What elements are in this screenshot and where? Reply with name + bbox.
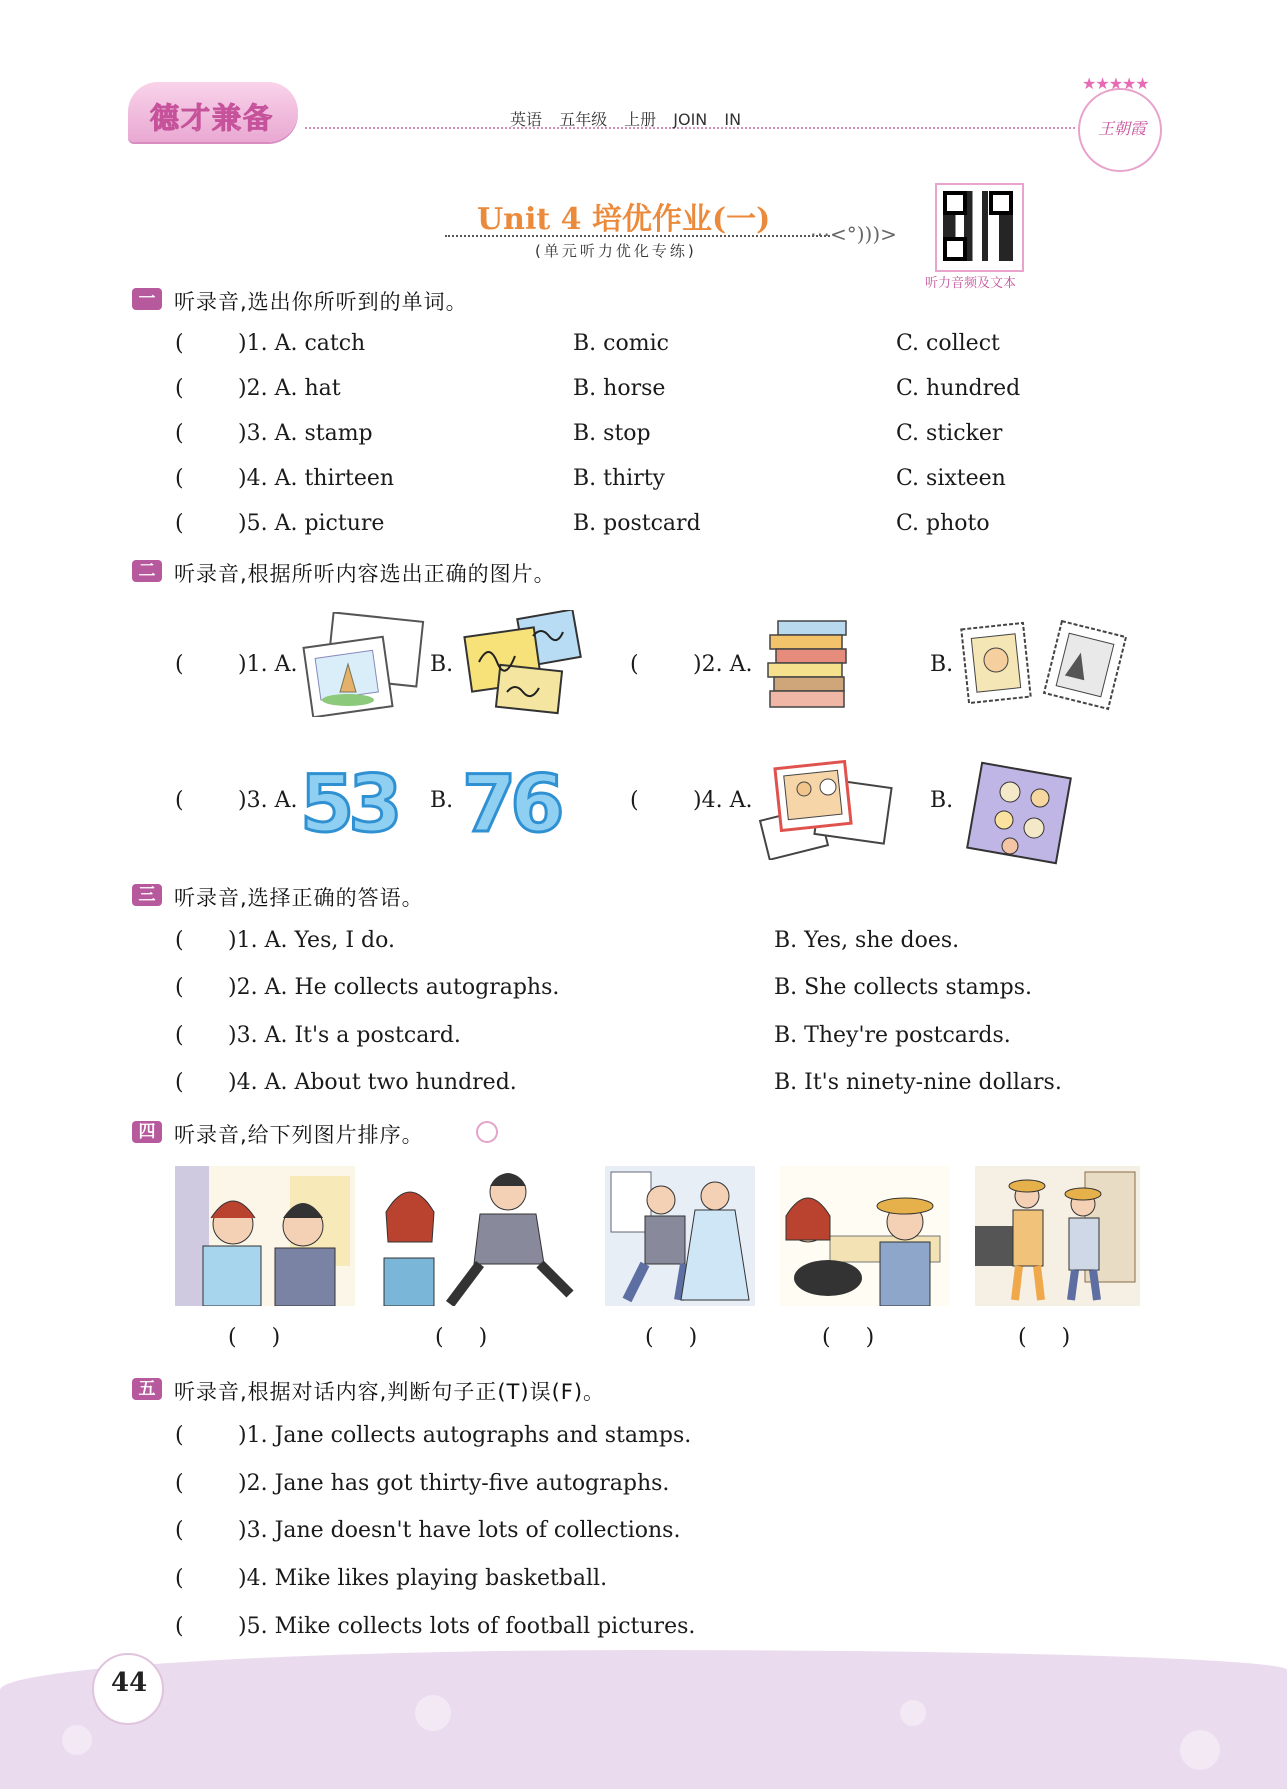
answer-blank[interactable]: ( xyxy=(630,788,639,813)
answer-blank[interactable]: ( xyxy=(175,788,184,813)
question-option-a: )1. A. catch xyxy=(238,331,366,356)
picture-option-label: B. xyxy=(930,788,954,813)
photos-picture xyxy=(758,755,898,860)
question-option-c: C. hundred xyxy=(896,376,1021,401)
answer-blank[interactable]: ( xyxy=(175,1471,184,1496)
picture-option-label: )4. A. xyxy=(693,788,753,813)
bubble-decoration xyxy=(900,1700,926,1726)
response-option-b: B. Yes, she does. xyxy=(774,928,960,953)
section-3-badge: 三 xyxy=(132,884,162,906)
header-subject-line: 英语 五年级 上册 JOIN IN xyxy=(510,110,742,129)
qr-corner-icon xyxy=(943,191,967,215)
statement-text: )4. Mike likes playing basketball. xyxy=(238,1566,608,1591)
section-2-title: 听录音,根据所听内容选出正确的图片。 xyxy=(174,562,556,586)
star-icon: ★★★★★ xyxy=(1082,74,1149,93)
stickers-picture xyxy=(960,758,1085,866)
question-option-a: )3. A. stamp xyxy=(238,421,373,446)
answer-blank[interactable]: ( xyxy=(175,1070,184,1095)
autographs-picture xyxy=(463,610,583,715)
response-option-a: )2. A. He collects autographs. xyxy=(228,975,560,1000)
answer-blank[interactable]: ( xyxy=(175,376,184,401)
response-option-a: )3. A. It's a postcard. xyxy=(228,1023,461,1048)
story-picture-2 xyxy=(380,1166,580,1306)
picture-option-label: B. xyxy=(430,788,454,813)
answer-blank[interactable]: ( xyxy=(175,652,184,677)
order-blank[interactable]: ( ) xyxy=(228,1325,281,1350)
bubble-decoration xyxy=(62,1725,92,1755)
answer-blank[interactable]: ( xyxy=(175,975,184,1000)
statement-text: )5. Mike collects lots of football pictures. xyxy=(238,1614,696,1639)
question-option-b: B. horse xyxy=(573,376,666,401)
answer-blank[interactable]: ( xyxy=(630,652,639,677)
question-option-b: B. stop xyxy=(573,421,651,446)
order-blank[interactable]: ( ) xyxy=(1018,1325,1071,1350)
response-option-b: B. They're postcards. xyxy=(774,1023,1011,1048)
page-title: Unit 4 培优作业(一) xyxy=(477,202,771,237)
section-1-badge: 一 xyxy=(132,288,162,310)
picture-option-label: )3. A. xyxy=(238,788,298,813)
answer-blank[interactable]: ( xyxy=(175,928,184,953)
question-option-c: C. sticker xyxy=(896,421,1003,446)
postcard-picture xyxy=(300,612,425,717)
question-option-b: B. postcard xyxy=(573,511,701,536)
response-option-a: )4. A. About two hundred. xyxy=(228,1070,517,1095)
books-picture xyxy=(758,613,858,713)
answer-blank[interactable]: ( xyxy=(175,511,184,536)
answer-blank[interactable]: ( xyxy=(175,1518,184,1543)
section-5-badge: 五 xyxy=(132,1378,162,1400)
number-53-picture: 53 xyxy=(300,760,397,850)
statement-text: )1. Jane collects autographs and stamps. xyxy=(238,1423,692,1448)
answer-blank[interactable]: ( xyxy=(175,331,184,356)
response-option-b: B. She collects stamps. xyxy=(774,975,1032,1000)
page-number: 44 xyxy=(111,1668,148,1698)
section-5-title: 听录音,根据对话内容,判断句子正(T)误(F)。 xyxy=(174,1380,606,1404)
section-2-badge: 二 xyxy=(132,560,162,582)
question-option-a: )5. A. picture xyxy=(238,511,385,536)
statement-text: )2. Jane has got thirty-five autographs. xyxy=(238,1471,670,1496)
order-blank[interactable]: ( ) xyxy=(822,1325,875,1350)
picture-option-label: B. xyxy=(430,652,454,677)
lightbulb-icon xyxy=(476,1121,498,1143)
seal-signature: 王朝霞 xyxy=(1098,119,1147,138)
response-option-b: B. It's ninety-nine dollars. xyxy=(774,1070,1062,1095)
picture-option-label: B. xyxy=(930,652,954,677)
story-picture-4 xyxy=(780,1166,950,1306)
order-blank[interactable]: ( ) xyxy=(645,1325,698,1350)
qr-caption: 听力音频及文本 xyxy=(925,276,1017,291)
page-subtitle: (单元听力优化专练) xyxy=(535,242,697,260)
response-option-a: )1. A. Yes, I do. xyxy=(228,928,395,953)
title-underline xyxy=(445,235,830,237)
picture-option-label: )1. A. xyxy=(238,652,298,677)
statement-text: )3. Jane doesn't have lots of collections. xyxy=(238,1518,681,1543)
answer-blank[interactable]: ( xyxy=(175,1566,184,1591)
question-option-b: B. thirty xyxy=(573,466,665,491)
question-option-b: B. comic xyxy=(573,331,669,356)
fish-icon: ⋯<°)))> xyxy=(810,222,897,246)
stamps-picture xyxy=(960,620,1130,715)
qr-corner-icon xyxy=(989,191,1013,215)
story-picture-1 xyxy=(175,1166,355,1306)
qr-corner-icon xyxy=(943,237,967,261)
number-76-picture: 76 xyxy=(462,760,559,850)
section-1-title: 听录音,选出你所听到的单词。 xyxy=(174,290,468,314)
story-picture-3 xyxy=(605,1166,755,1306)
question-option-c: C. photo xyxy=(896,511,990,536)
answer-blank[interactable]: ( xyxy=(175,466,184,491)
answer-blank[interactable]: ( xyxy=(175,1423,184,1448)
answer-blank[interactable]: ( xyxy=(175,1023,184,1048)
story-picture-5 xyxy=(975,1166,1140,1306)
bubble-decoration xyxy=(1180,1730,1220,1770)
bubble-decoration xyxy=(415,1695,451,1731)
question-option-c: C. collect xyxy=(896,331,1000,356)
question-option-c: C. sixteen xyxy=(896,466,1006,491)
answer-blank[interactable]: ( xyxy=(175,421,184,446)
question-option-a: )4. A. thirteen xyxy=(238,466,395,491)
section-4-title: 听录音,给下列图片排序。 xyxy=(174,1123,424,1147)
section-4-badge: 四 xyxy=(132,1121,162,1143)
order-blank[interactable]: ( ) xyxy=(435,1325,488,1350)
brand-logo-text: 德才兼备 xyxy=(150,101,275,135)
section-3-title: 听录音,选择正确的答语。 xyxy=(174,886,424,910)
answer-blank[interactable]: ( xyxy=(175,1614,184,1639)
question-option-a: )2. A. hat xyxy=(238,376,341,401)
picture-option-label: )2. A. xyxy=(693,652,753,677)
footer-background xyxy=(0,1650,1287,1789)
